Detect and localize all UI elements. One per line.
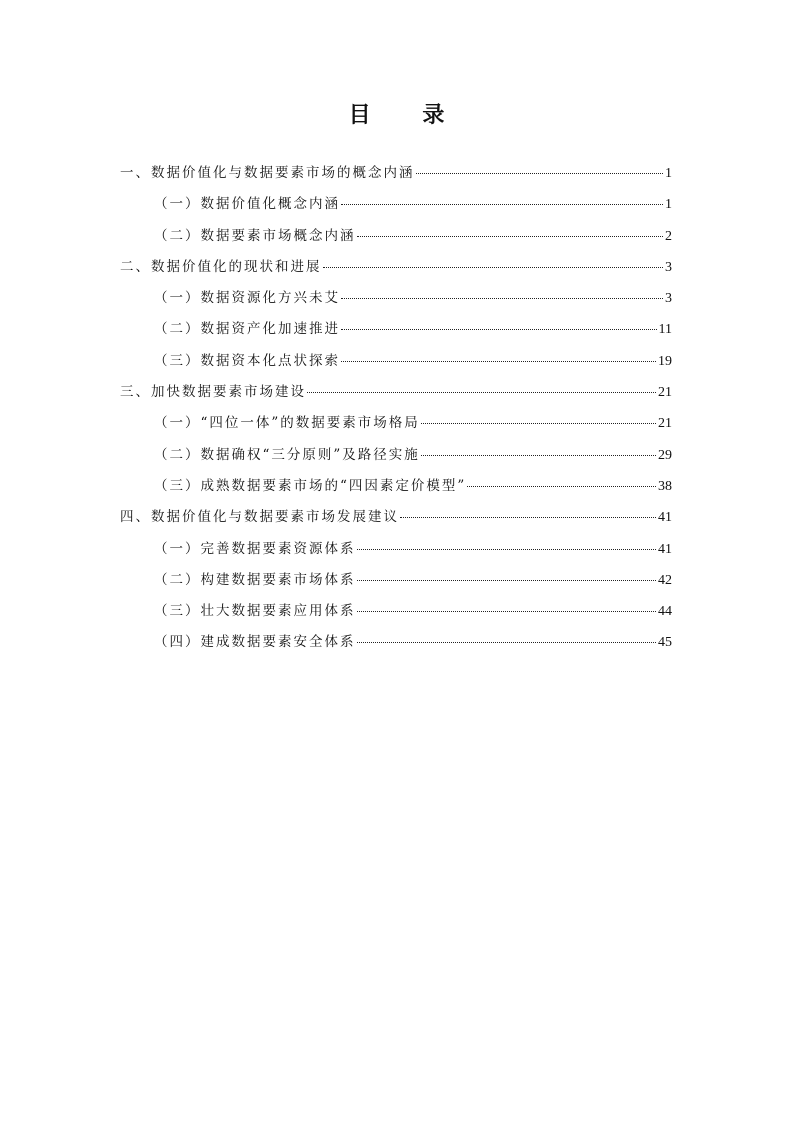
toc-entry[interactable] — [120, 505, 672, 536]
toc-dot-leader — [421, 455, 656, 456]
toc-page-number: 44 — [658, 604, 672, 620]
toc-entry[interactable] — [120, 411, 672, 442]
toc-page-number: 1 — [665, 197, 672, 213]
toc-entry-text: 四、数据价值化与数据要素市场发展建议 — [120, 509, 399, 526]
toc-entry-text: （二）数据确权“三分原则”及路径实施 — [154, 446, 420, 463]
toc-page-number: 21 — [658, 416, 672, 432]
toc-dot-leader — [357, 236, 664, 237]
toc-entry[interactable] — [120, 349, 672, 380]
toc-entry-text: （二）数据资产化加速推进 — [154, 321, 340, 338]
toc-page-number: 1 — [665, 166, 672, 181]
toc-dot-leader — [307, 392, 656, 393]
toc-entry-text: （一）“四位一体”的数据要素市场格局 — [154, 415, 420, 432]
toc-entry[interactable] — [120, 224, 672, 255]
toc-entry-text: （一）数据价值化概念内涵 — [154, 196, 340, 213]
toc-entry[interactable] — [120, 599, 672, 630]
toc-entry-text: （一）完善数据要素资源体系 — [154, 540, 356, 557]
toc-entry[interactable] — [120, 317, 672, 348]
toc-entry-text: （二）构建数据要素市场体系 — [154, 571, 356, 588]
toc-page-number: 11 — [658, 322, 672, 338]
toc-entry[interactable] — [120, 443, 672, 474]
toc-entry[interactable] — [120, 286, 672, 317]
toc-entry[interactable] — [120, 537, 672, 568]
toc-entry[interactable] — [120, 380, 672, 411]
toc-page-number: 42 — [658, 572, 672, 588]
toc-page-number: 2 — [665, 228, 672, 244]
toc-page-number: 29 — [658, 447, 672, 463]
toc-page-number: 19 — [658, 353, 672, 369]
toc-dot-leader — [421, 423, 656, 424]
toc-title: 目 录 — [348, 103, 467, 128]
toc-entry[interactable] — [120, 474, 672, 505]
toc-entry-text: 一、数据价值化与数据要素市场的概念内涵 — [120, 165, 415, 181]
toc-entry[interactable] — [120, 630, 672, 661]
toc-entry[interactable] — [120, 161, 672, 192]
toc-dot-leader — [341, 361, 656, 362]
toc-dot-leader — [416, 173, 664, 174]
toc-dot-leader — [357, 611, 657, 612]
toc-entry-text: （一）数据资源化方兴未艾 — [154, 290, 340, 307]
toc-entry[interactable] — [120, 568, 672, 599]
toc-entry-text: 三、加快数据要素市场建设 — [120, 384, 306, 401]
toc-page-number: 38 — [658, 478, 672, 494]
toc-dot-leader — [467, 486, 656, 487]
toc-dot-leader — [341, 204, 663, 205]
toc-dot-leader — [341, 329, 657, 330]
toc-dot-leader — [341, 298, 663, 299]
toc-dot-leader — [357, 549, 657, 550]
toc-dot-leader — [357, 642, 657, 643]
toc-entry-text: （四）建成数据要素安全体系 — [154, 634, 356, 651]
toc-dot-leader — [357, 580, 657, 581]
toc-page-number: 3 — [665, 291, 672, 307]
toc-page-number: 3 — [665, 259, 672, 275]
toc-page-number: 21 — [658, 385, 672, 401]
toc-entry[interactable] — [120, 192, 672, 223]
toc-list — [120, 161, 672, 662]
toc-entry-text: （三）成熟数据要素市场的“四因素定价模型” — [154, 477, 467, 494]
toc-entry-text: （三）数据资本化点状探索 — [154, 352, 340, 369]
toc-page-number: 45 — [658, 635, 672, 651]
toc-dot-leader — [400, 517, 656, 518]
toc-entry-text: 二、数据价值化的现状和进展 — [120, 258, 322, 275]
toc-page-number: 41 — [658, 510, 672, 526]
toc-page-number: 41 — [658, 541, 672, 557]
toc-entry-text: （二）数据要素市场概念内涵 — [154, 227, 356, 244]
toc-dot-leader — [323, 267, 664, 268]
toc-entry[interactable] — [120, 255, 672, 286]
toc-entry-text: （三）壮大数据要素应用体系 — [154, 603, 356, 620]
